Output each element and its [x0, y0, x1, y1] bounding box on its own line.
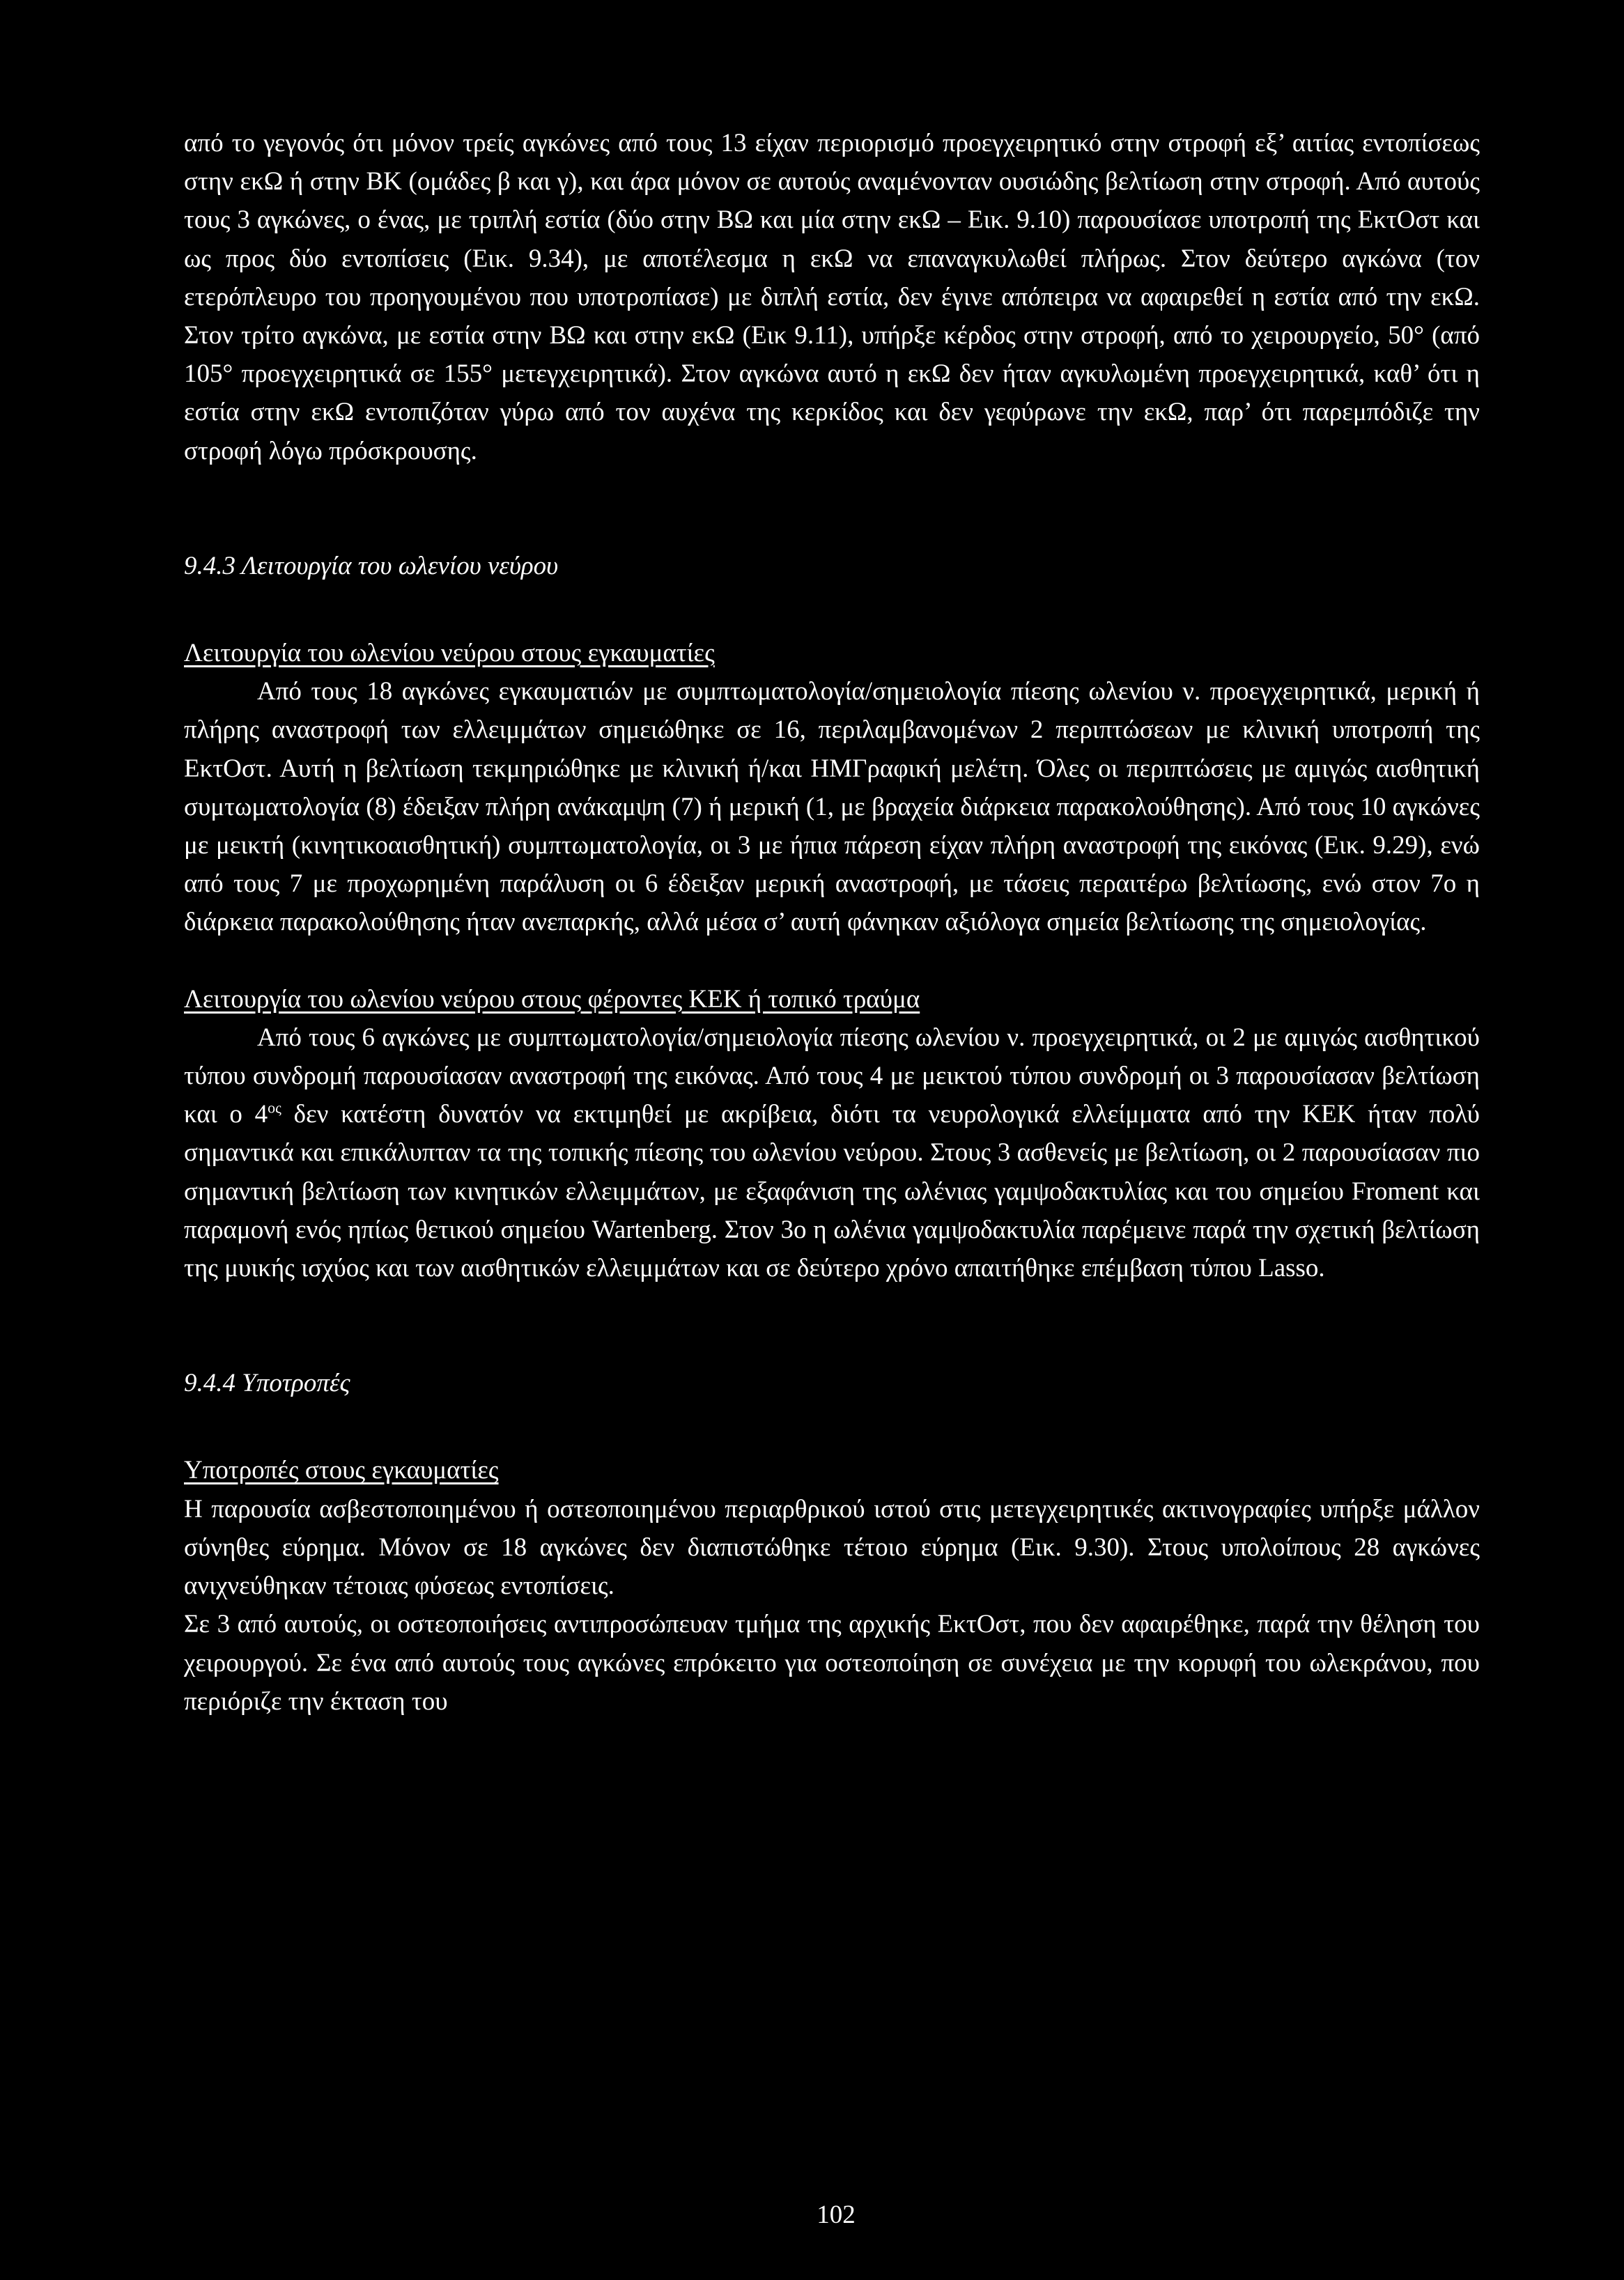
subsection-title-recurrence-burn: Υποτροπές στους εγκαυματίες — [184, 1456, 499, 1485]
text-run: Από τους 6 αγκώνες με συμπτωματολογία/σημειολογία πίεσης ωλενίου ν. προεγχειρητικά, οι 2 με αμιγώς αισθητικού τύπου συνδρομή παρουσίασαν αναστροφή της εικόνας. Από τους 4 με μεικτού τύπου συνδρομή οι 3 παρουσίασαν βελτίωση και ο 4 — [184, 1023, 1480, 1129]
spacer — [184, 1402, 1480, 1451]
section-heading-9-4-3: 9.4.3 Λειτουργία του ωλενίου νεύρου — [184, 551, 559, 580]
paragraph-ulnar-burn: Από τους 18 αγκώνες εγκαυματιών με συμπτωματολογία/σημειολογία πίεσης ωλενίου ν. προεγχειρητικά, μερική ή πλήρης αναστροφή των ελλειμμάτων σημειώθηκε σε 16, περιλαμβανομένων 2 περιπτώσεων με κλινική υποτροπή της ΕκτΟστ. Αυτή η βελτίωση τεκμηριώθηκε με κλινική ή/και ΗΜΓραφική μελέτη. Όλες οι περιπτώσεις με αμιγώς αισθητική συμτωματολογία (8) έδειξαν πλήρη ανάκαμψη (7) ή μερική (1, με βραχεία διάρκεια παρακολούθησης). Από τους 10 αγκώνες με μεικτή (κινητικοαισθητική) συμπτωματολογία, οι 3 με ήπια πάρεση είχαν πλήρη αναστροφή της εικόνας (Εικ. 9.29), ενώ από τους 7 με προχωρημένη παράλυση οι 6 έδειξαν μερική αναστροφή, με τάσεις περαιτέρω βελτίωσης, ενώ στον 7ο η διάρκεια παρακολούθησης ήταν ανεπαρκής, αλλά μέσα σ’ αυτή φάνηκαν αξιόλογα σημεία βελτίωσης της σημειολογίας. — [184, 677, 1480, 937]
ordinal-superscript: ος — [268, 1099, 281, 1117]
text-run: δεν κατέστη δυνατόν να εκτιμηθεί με ακρίβεια, διότι τα νευρολογικά ελλείμματα από την ΚΕΚ ήταν πολύ σημαντικά και επικάλυπταν τα της τοπικής πίεσης του ωλενίου νεύρου. Στους 3 ασθενείς με βελτίωση, οι 2 παρουσίασαν πιο σημαντική βελτίωση των κινητικών ελλειμμάτων, με εξαφάνιση της ωλένιας γαμψοδακτυλίας και του σημείου Froment και παραμονή ενός ηπίως θετικού σημείου Wartenberg. Στον 3ο η ωλένια γαμψοδακτυλία παρέμεινε παρά την σχετική βελτίωση της μυικής ισχύος και των αισθητικών ελλειμμάτων και σε δεύτερο χρόνο απαιτήθηκε επέμβαση τύπου Lasso. — [184, 1100, 1480, 1283]
paragraph-ulnar-head-injury — [184, 1018, 1480, 1287]
subsection-title-burn-patients: Λειτουργία του ωλενίου νεύρου στους εγκαυματίες — [184, 639, 715, 668]
spacer — [184, 1287, 1480, 1364]
spacer — [184, 470, 1480, 547]
paragraph-continuation: από το γεγονός ότι μόνον τρείς αγκώνες από τους 13 είχαν περιορισμό προεγχειρητικό στην στροφή εξ’ αιτίας εντοπίσεως στην εκΩ ή στην ΒΚ (ομάδες β και γ), και άρα μόνον σε αυτούς αναμένονταν ουσιώδης βελτίωση στην στροφή. Από αυτούς τους 3 αγκώνες, ο ένας, με τριπλή εστία (δύο στην ΒΩ και μία στην εκΩ – Εικ. 9.10) παρουσίασε υποτροπή της ΕκτΟστ και ως προς δύο εντοπίσεις (Εικ. 9.34), με αποτέλεσμα η εκΩ να επαναγκυλωθεί πλήρως. Στον δεύτερο αγκώνα (τον ετερόπλευρο του προηγουμένου που υποτροπίασε) με διπλή εστία, δεν έγινε απόπειρα να αφαιρεθεί η εστία από την εκΩ. Στον τρίτο αγκώνα, με εστία στην ΒΩ και στην εκΩ (Εικ 9.11), υπήρξε κέρδος στην στροφή, από το χειρουργείο, 50° (από 105° προεγχειρητικά σε 155° μετεγχειρητικά). Στον αγκώνα αυτό η εκΩ δεν ήταν αγκυλωμένη προεγχειρητικά, καθ’ ότι η εστία στην εκΩ εντοπιζόταν γύρω από τον αυχένα της κερκίδος και δεν γεφύρωνε την εκΩ, παρ’ ότι παρεμπόδιζε την στροφή λόγω πρόσκρουσης. — [184, 129, 1480, 465]
subsection-title-head-injury: Λειτουργία του ωλενίου νεύρου στους φέροντες ΚΕΚ ή τοπικό τραύμα — [184, 984, 920, 1014]
document-page — [184, 124, 1480, 1721]
paragraph-recurrence-a: Η παρουσία ασβεστοποιημένου ή οστεοποιημένου περιαρθρικού ιστού στις μετεγχειρητικές ακτινογραφίες υπήρξε μάλλον σύνηθες εύρημα. Μόνον σε 18 αγκώνες δεν διαπιστώθηκε τέτοιο εύρημα (Εικ. 9.30). Στους υπολοίπους 28 αγκώνες ανιχνεύθηκαν τέτοιας φύσεως εντοπίσεις. — [184, 1494, 1480, 1601]
page-number: 102 — [817, 2201, 856, 2229]
paragraph-recurrence-b: Σε 3 από αυτούς, οι οστεοποιήσεις αντιπροσώπευαν τμήμα της αρχικής ΕκτΟστ, που δεν αφαιρέθηκε, παρά την θέληση του χειρουργού. Σε ένα από αυτούς τους αγκώνες επρόκειτο για οστεοποίηση σε συνέχεια με την κορυφή του ωλεκράνου, που περιόριζε την έκταση του — [184, 1610, 1480, 1716]
section-heading-9-4-4: 9.4.4 Υποτροπές — [184, 1369, 350, 1398]
spacer — [184, 942, 1480, 980]
spacer — [184, 585, 1480, 634]
